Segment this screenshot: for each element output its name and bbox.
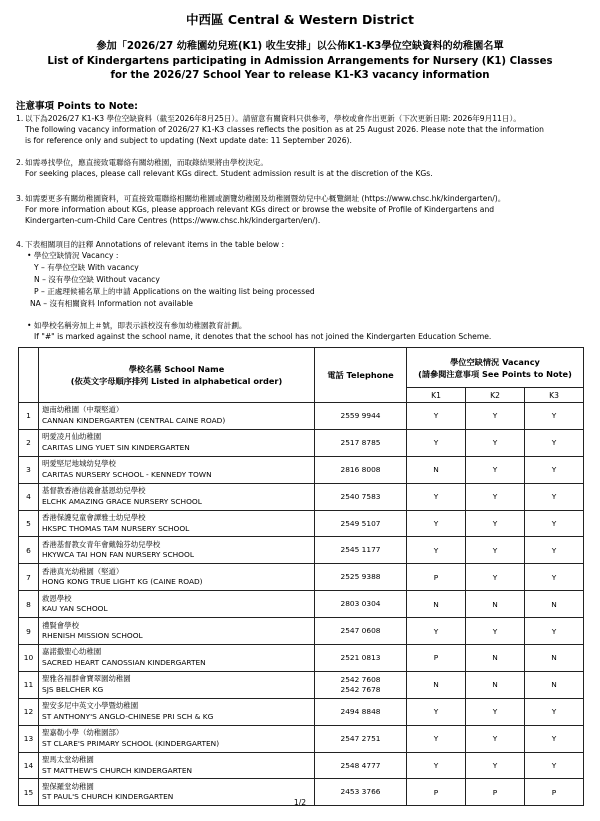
vacancy-k2: Y bbox=[466, 752, 525, 779]
school-name-cell bbox=[39, 429, 315, 456]
telephone-cell bbox=[315, 483, 407, 510]
vacancy-k3: N bbox=[525, 591, 584, 618]
header-vacancy-note: (請參閱注意事項 See Points to Note) bbox=[418, 368, 572, 379]
school-name-zh: 香港保護兒童會譚雅士幼兒學校 bbox=[42, 513, 146, 522]
school-name-cell bbox=[39, 698, 315, 725]
telephone-number: 2803 0304 bbox=[340, 599, 381, 609]
telephone-number: 2525 9388 bbox=[340, 572, 381, 582]
row-number: 6 bbox=[19, 537, 39, 564]
vacancy-k1: Y bbox=[407, 510, 466, 537]
school-name-en: ST ANTHONY'S ANGLO-CHINESE PRI SCH & KG bbox=[42, 711, 214, 721]
vacancy-k2: Y bbox=[466, 618, 525, 645]
school-name-en: SACRED HEART CANOSSIAN KINDERGARTEN bbox=[42, 657, 206, 667]
table-row bbox=[19, 725, 584, 752]
row-number: 3 bbox=[19, 456, 39, 483]
legend-p: P – 正處理候補名單上的申請 Applications on the waiting list being processed bbox=[34, 287, 315, 296]
telephone-cell bbox=[315, 403, 407, 430]
vacancy-k1: P bbox=[407, 779, 466, 806]
school-name-cell bbox=[39, 510, 315, 537]
vacancy-k1: Y bbox=[407, 483, 466, 510]
telephone-cell bbox=[315, 456, 407, 483]
telephone-number: 2548 4777 bbox=[340, 760, 381, 770]
row-number: 11 bbox=[19, 671, 39, 698]
note-text: 如需尋找學位，應直接致電聯絡有關幼稚園，而取錄結果將由學校決定。 bbox=[25, 158, 268, 167]
vacancy-k1: Y bbox=[407, 429, 466, 456]
table-row bbox=[19, 483, 584, 510]
table-row bbox=[19, 618, 584, 645]
telephone-number: 2545 1177 bbox=[340, 545, 381, 555]
telephone-number: 2542 7608 bbox=[340, 674, 381, 684]
school-name-cell bbox=[39, 725, 315, 752]
note-text: 下表相關項目的註釋 Annotations of relevant items in the table below : bbox=[25, 240, 285, 249]
school-name-cell bbox=[39, 645, 315, 672]
district-title: 中西區 Central & Western District bbox=[186, 12, 414, 27]
row-number: 5 bbox=[19, 510, 39, 537]
vacancy-k2: Y bbox=[466, 537, 525, 564]
vacancy-k3: Y bbox=[525, 429, 584, 456]
vacancy-k2: N bbox=[466, 645, 525, 672]
school-name-cell bbox=[39, 618, 315, 645]
vacancy-k2: N bbox=[466, 591, 525, 618]
school-name-en: KAU YAN SCHOOL bbox=[42, 604, 108, 614]
school-name-en: RHENISH MISSION SCHOOL bbox=[42, 631, 143, 641]
row-number: 2 bbox=[19, 429, 39, 456]
table-row bbox=[19, 403, 584, 430]
vacancy-k3: Y bbox=[525, 698, 584, 725]
note-number: 2. bbox=[16, 158, 24, 167]
school-name-zh: 聖雅各福群會寶翠園幼稚園 bbox=[42, 674, 131, 684]
table-row bbox=[19, 564, 584, 591]
telephone-number: 2816 8008 bbox=[340, 464, 381, 474]
telephone-cell bbox=[315, 564, 407, 591]
school-name-en: ST PAUL'S CHURCH KINDERGARTEN bbox=[42, 792, 174, 802]
notes-heading: 注意事項 Points to Note: bbox=[16, 101, 138, 112]
telephone-cell bbox=[315, 618, 407, 645]
note-4 bbox=[16, 239, 586, 250]
school-name-zh: 聖馬太堂幼稚園 bbox=[42, 755, 94, 765]
school-name-zh: 嘉諾撒聖心幼稚園 bbox=[42, 647, 102, 657]
school-name-zh: 迦南幼稚園（中環堅道） bbox=[42, 405, 124, 415]
telephone-number: 2540 7583 bbox=[340, 491, 381, 501]
vacancy-k3: Y bbox=[525, 725, 584, 752]
vacancy-k1: N bbox=[407, 591, 466, 618]
page-number: 1/2 bbox=[293, 798, 307, 807]
table-row bbox=[19, 671, 584, 698]
telephone-number: 2453 3766 bbox=[340, 787, 381, 797]
note-3 bbox=[16, 193, 586, 226]
vacancy-k2: Y bbox=[466, 510, 525, 537]
school-name-en: HONG KONG TRUE LIGHT KG (CAINE ROAD) bbox=[42, 577, 203, 587]
vacancy-k3: Y bbox=[525, 510, 584, 537]
legend-n: N – 沒有學位空缺 Without vacancy bbox=[34, 275, 160, 284]
telephone-cell bbox=[315, 591, 407, 618]
telephone-number: 2521 0813 bbox=[340, 652, 381, 662]
telephone-number: 2494 8848 bbox=[340, 706, 381, 716]
vacancy-k1: N bbox=[407, 456, 466, 483]
vacancy-k1: Y bbox=[407, 403, 466, 430]
school-name-zh: 救恩學校 bbox=[42, 593, 72, 603]
title-chinese: 參加「2026/27 幼稚園幼兒班(K1) 收生安排」以公佈K1-K3學位空缺資料的幼稚園名單 bbox=[96, 41, 504, 52]
vacancy-legend-heading: • 學位空缺情況 Vacancy : bbox=[27, 251, 119, 260]
kindergarten-table bbox=[18, 347, 584, 806]
table-row bbox=[19, 510, 584, 537]
note-text: The following vacancy information of 2026/27 K1-K3 classes reflects the position as at 25 August 2026. Please note that the information bbox=[25, 125, 544, 134]
vacancy-k1: P bbox=[407, 564, 466, 591]
hash-note-zh: • 如學校名稱旁加上＃號，即表示該校沒有參加幼稚園教育計劃。 bbox=[27, 321, 247, 330]
header-k3: K3 bbox=[525, 388, 584, 403]
table-row bbox=[19, 752, 584, 779]
vacancy-k1: Y bbox=[407, 537, 466, 564]
note-2 bbox=[16, 157, 586, 179]
telephone-number: 2547 0608 bbox=[340, 626, 381, 636]
telephone-cell bbox=[315, 698, 407, 725]
note-text: For seeking places, please call relevant KGs direct. Student admission result is at the discretion of the KGs. bbox=[25, 169, 433, 178]
vacancy-k2: N bbox=[466, 671, 525, 698]
row-number: 1 bbox=[19, 403, 39, 430]
table-row bbox=[19, 591, 584, 618]
header-k2: K2 bbox=[466, 388, 525, 403]
vacancy-k2: Y bbox=[466, 456, 525, 483]
note-text: Kindergarten-cum-Child Care Centres (https://www.chsc.hk/kindergarten/en/). bbox=[25, 216, 321, 225]
school-name-cell bbox=[39, 403, 315, 430]
school-name-cell bbox=[39, 752, 315, 779]
vacancy-k1: Y bbox=[407, 618, 466, 645]
header-vacancy-title: 學位空缺情況 Vacancy bbox=[450, 356, 540, 367]
vacancy-k1: Y bbox=[407, 725, 466, 752]
school-name-en: ELCHK AMAZING GRACE NURSERY SCHOOL bbox=[42, 496, 202, 506]
note-text: 以下為2026/27 K1-K3 學位空缺資料（截至2026年8月25日）。請留意有關資料只供參考，學校或會作出更新（下次更新日期: 2026年9月11日）。 bbox=[25, 114, 521, 123]
telephone-number: 2547 2751 bbox=[340, 733, 381, 743]
vacancy-k3: N bbox=[525, 645, 584, 672]
header-school-name-zh: 學校名稱 School Name bbox=[128, 364, 225, 374]
vacancy-k3: Y bbox=[525, 564, 584, 591]
school-name-cell bbox=[39, 671, 315, 698]
vacancy-k2: Y bbox=[466, 429, 525, 456]
school-name-cell bbox=[39, 537, 315, 564]
vacancy-k3: P bbox=[525, 779, 584, 806]
school-name-en: HKSPC THOMAS TAM NURSERY SCHOOL bbox=[42, 523, 190, 533]
school-name-en: CARITAS NURSERY SCHOOL - KENNEDY TOWN bbox=[42, 469, 212, 479]
table-body bbox=[19, 403, 584, 806]
legend-y: Y – 有學位空缺 With vacancy bbox=[34, 263, 139, 272]
row-number: 8 bbox=[19, 591, 39, 618]
vacancy-k3: N bbox=[525, 671, 584, 698]
row-number: 14 bbox=[19, 752, 39, 779]
vacancy-k1: Y bbox=[407, 698, 466, 725]
row-number: 12 bbox=[19, 698, 39, 725]
vacancy-k1: N bbox=[407, 671, 466, 698]
telephone-cell bbox=[315, 671, 407, 698]
vacancy-k1: Y bbox=[407, 752, 466, 779]
telephone-cell bbox=[315, 752, 407, 779]
legend-na: NA – 沒有相關資料 Information not available bbox=[30, 299, 193, 308]
header-vacancy bbox=[407, 348, 584, 388]
table-row bbox=[19, 698, 584, 725]
telephone-cell bbox=[315, 510, 407, 537]
school-name-en: ST MATTHEW'S CHURCH KINDERGARTEN bbox=[42, 765, 193, 775]
school-name-zh: 香港基督教女青年會戴翰芬幼兒學校 bbox=[42, 539, 161, 549]
vacancy-k2: Y bbox=[466, 725, 525, 752]
table-row bbox=[19, 456, 584, 483]
header-telephone: 電話 Telephone bbox=[315, 348, 407, 403]
school-name-zh: 明愛堅尼地城幼兒學校 bbox=[42, 459, 116, 469]
school-name-zh: 聖保羅堂幼稚園 bbox=[42, 781, 94, 791]
table-row bbox=[19, 429, 584, 456]
school-name-en: ST CLARE'S PRIMARY SCHOOL (KINDERGARTEN) bbox=[42, 738, 220, 748]
telephone-number: 2549 5107 bbox=[340, 518, 381, 528]
school-name-cell bbox=[39, 564, 315, 591]
school-name-cell bbox=[39, 483, 315, 510]
school-name-zh: 聖嘉勒小學（幼稚園部） bbox=[42, 728, 124, 738]
vacancy-k3: Y bbox=[525, 752, 584, 779]
school-name-cell bbox=[39, 456, 315, 483]
document-title bbox=[0, 40, 600, 84]
school-name-zh: 基督教香港信義會基恩幼兒學校 bbox=[42, 486, 146, 496]
note-number: 3. bbox=[16, 194, 24, 203]
row-number: 10 bbox=[19, 645, 39, 672]
vacancy-k2: Y bbox=[466, 403, 525, 430]
note-number: 4. bbox=[16, 240, 24, 249]
note-1 bbox=[16, 113, 586, 146]
school-name-cell bbox=[39, 591, 315, 618]
note-text: For more information about KGs, please approach relevant KGs direct or browse the website of Profile of Kindergartens and bbox=[25, 205, 495, 214]
telephone-cell bbox=[315, 725, 407, 752]
school-name-en: SJS BELCHER KG bbox=[42, 684, 104, 694]
row-number: 15 bbox=[19, 779, 39, 806]
header-school-name-en: (依英文字母順序排列 Listed in alphabetical order) bbox=[70, 376, 283, 386]
school-name-zh: 香港真光幼稚園（堅道） bbox=[42, 566, 124, 576]
vacancy-k3: Y bbox=[525, 456, 584, 483]
row-number: 9 bbox=[19, 618, 39, 645]
row-number: 13 bbox=[19, 725, 39, 752]
vacancy-k2: Y bbox=[466, 564, 525, 591]
header-number bbox=[19, 348, 39, 403]
vacancy-k1: P bbox=[407, 645, 466, 672]
row-number: 4 bbox=[19, 483, 39, 510]
telephone-number: 2559 9944 bbox=[340, 410, 381, 420]
vacancy-k3: Y bbox=[525, 537, 584, 564]
school-name-en: HKYWCA TAI HON FAN NURSERY SCHOOL bbox=[42, 550, 194, 560]
vacancy-k3: Y bbox=[525, 618, 584, 645]
title-english-line-2: for the 2026/27 School Year to release K1-K3 vacancy information bbox=[110, 70, 490, 81]
telephone-cell bbox=[315, 429, 407, 456]
telephone-cell bbox=[315, 537, 407, 564]
table-row bbox=[19, 537, 584, 564]
school-name-zh: 聖安多尼中英文小學暨幼稚園 bbox=[42, 701, 139, 711]
hash-note-en: If "#" is marked against the school name, it denotes that the school has not joined the Kindergarten Education Scheme. bbox=[34, 332, 492, 341]
header-k1: K1 bbox=[407, 388, 466, 403]
vacancy-k2: Y bbox=[466, 483, 525, 510]
telephone-cell bbox=[315, 645, 407, 672]
school-name-zh: 禮賢會學校 bbox=[42, 620, 79, 630]
vacancy-k2: P bbox=[466, 779, 525, 806]
row-number: 7 bbox=[19, 564, 39, 591]
vacancy-k3: Y bbox=[525, 403, 584, 430]
vacancy-k2: Y bbox=[466, 698, 525, 725]
note-text: 如需要更多有關幼稚園資料，可直接致電聯絡相關幼稚園或瀏覽幼稚園及幼稚園暨幼兒中心概覽網址 (https://www.chsc.hk/kindergarten/)。 bbox=[25, 194, 506, 203]
school-name-en: CARITAS LING YUET SIN KINDERGARTEN bbox=[42, 442, 190, 452]
header-school-name bbox=[39, 348, 315, 403]
title-english-line-1: List of Kindergartens participating in Admission Arrangements for Nursery (K1) Classes bbox=[47, 55, 553, 67]
vacancy-k3: Y bbox=[525, 483, 584, 510]
note-number: 1. bbox=[16, 114, 24, 123]
school-name-en: CANNAN KINDERGARTEN (CENTRAL CAINE ROAD) bbox=[42, 415, 226, 425]
school-name-zh: 明愛凌月仙幼稚園 bbox=[42, 432, 102, 442]
table-row bbox=[19, 645, 584, 672]
telephone-number: 2542 7678 bbox=[340, 684, 381, 694]
note-text: is for reference only and subject to updating (Next update date: 11 September 2026). bbox=[25, 136, 352, 145]
telephone-number: 2517 8785 bbox=[340, 437, 381, 447]
